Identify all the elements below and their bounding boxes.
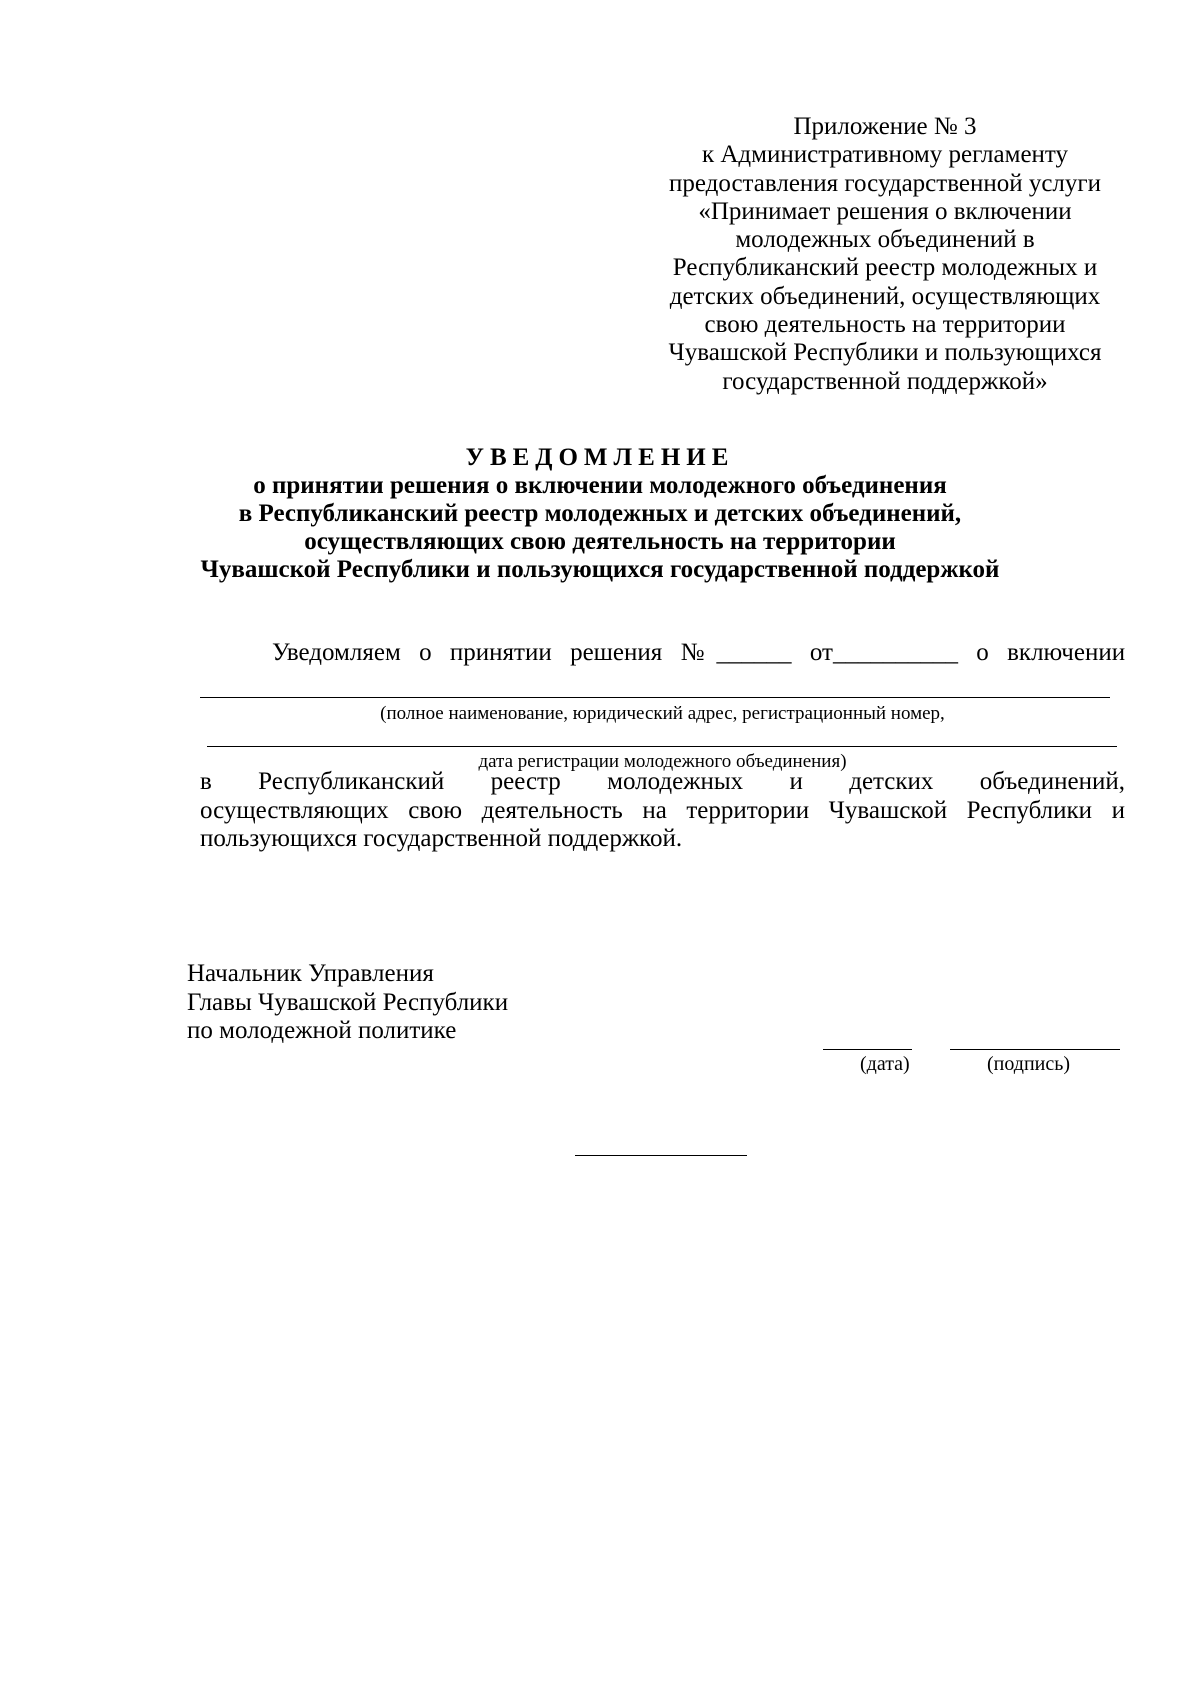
body-word: решения xyxy=(570,639,663,666)
notification-first-line xyxy=(200,639,1125,667)
title-line: в Республиканский реестр молодежных и детских объединений, xyxy=(238,500,962,527)
appendix-line: государственной поддержкой» xyxy=(722,367,1048,395)
title-heading: УВЕДОМЛЕНИЕ xyxy=(465,444,735,471)
date-blank-line xyxy=(823,1049,912,1050)
paragraph-line: пользующихся государственной поддержкой. xyxy=(200,825,683,852)
organization-name-blank-line xyxy=(200,697,1110,698)
appendix-line: предоставления государственной услуги xyxy=(668,169,1102,197)
appendix-line: Чувашской Республики и пользующихся xyxy=(668,339,1102,367)
appendix-line: к Административному регламенту xyxy=(701,141,1069,169)
title-line: осуществляющих свою деятельность на территории xyxy=(304,528,896,555)
appendix-line: детских объединений, осуществляющих xyxy=(669,282,1101,310)
paragraph-line: в Республиканский реестр молодежных и детских объединений, xyxy=(200,768,1125,795)
paragraph-line: осуществляющих свою деятельность на территории Чувашской Республики и xyxy=(200,796,1125,824)
signatory-line: Главы Чувашской Республики xyxy=(187,988,509,1016)
body-word: о xyxy=(419,639,432,666)
appendix-line: свою деятельность на территории xyxy=(704,311,1066,339)
appendix-line: Приложение № 3 xyxy=(793,113,977,140)
signatory-block xyxy=(187,960,508,1046)
body-word: Уведомляем xyxy=(272,639,401,666)
signatory-line: Начальник Управления xyxy=(187,960,434,987)
registration-date-blank-line xyxy=(207,746,1117,747)
body-word: включении xyxy=(1007,639,1126,666)
signature-blank-line xyxy=(950,1049,1120,1050)
appendix-line: молодежных объединений в xyxy=(735,226,1035,254)
decision-number-field: №______ xyxy=(680,639,792,666)
registration-caption: дата регистрации молодежного объединения) xyxy=(478,751,847,772)
notification-paragraph xyxy=(200,768,1125,854)
appendix-line: Республиканский реестр молодежных и xyxy=(672,254,1098,282)
document-title xyxy=(150,444,1050,584)
decision-date-field: от__________ xyxy=(809,639,958,666)
signatory-line: по молодежной политике xyxy=(187,1017,457,1044)
appendix-line: «Принимает решения о включении xyxy=(698,197,1072,225)
closing-divider xyxy=(575,1155,747,1156)
date-caption: (дата) xyxy=(860,1053,910,1075)
body-word: о xyxy=(976,639,989,666)
body-word: принятии xyxy=(449,639,552,666)
signature-caption: (подпись) xyxy=(987,1053,1071,1075)
appendix-header xyxy=(640,113,1130,396)
organization-caption: (полное наименование, юридический адрес, регистрационный номер, xyxy=(380,703,945,724)
title-line: о принятии решения о включении молодежного объединения xyxy=(253,472,947,499)
title-line: Чувашской Республики и пользующихся государственной поддержкой xyxy=(200,556,1000,583)
